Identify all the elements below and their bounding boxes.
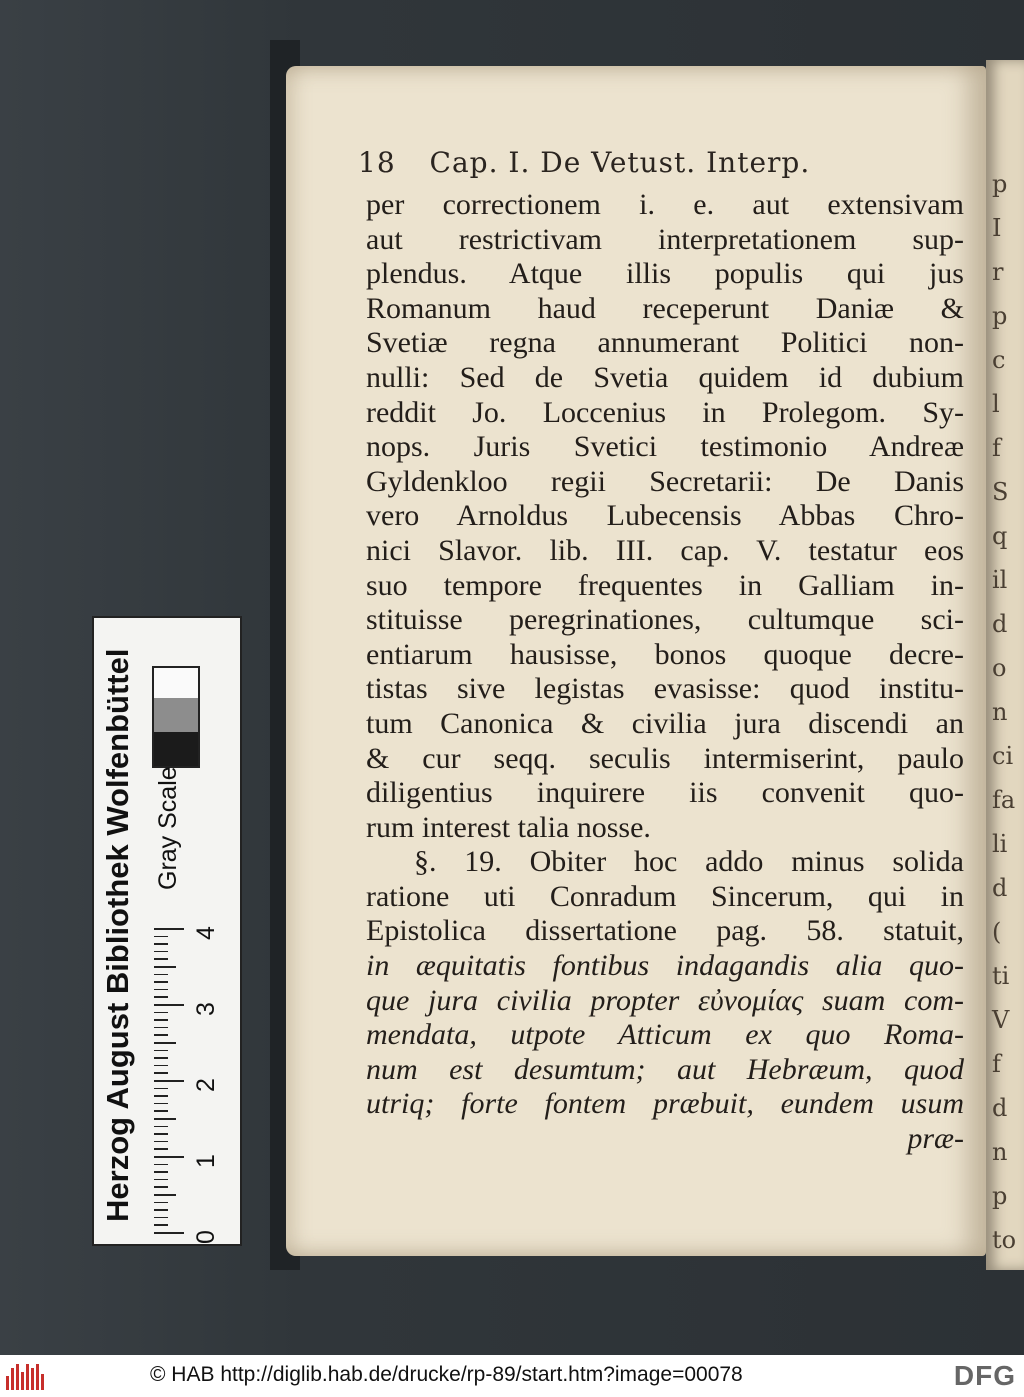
text-line: tistas sive legistas evasisse: quod institu- xyxy=(366,672,964,706)
ruler-tick xyxy=(154,1148,168,1150)
ruler-tick xyxy=(154,1110,168,1112)
ruler-number: 0 xyxy=(192,1230,220,1244)
adjacent-page-fragment: ( xyxy=(992,918,1002,946)
ruler-tick xyxy=(154,1088,168,1090)
ruler-tick xyxy=(154,943,168,945)
ruler-tick xyxy=(154,1179,168,1181)
ruler-number: 4 xyxy=(192,926,220,940)
text-line: utriq; forte fontem præbuit, eundem usum xyxy=(366,1087,964,1121)
adjacent-page-fragment: o xyxy=(992,654,1007,682)
ruler-tick xyxy=(154,1232,184,1234)
ruler-tick xyxy=(154,1133,168,1135)
text-line: in æquitatis fontibus indagandis alia quo- xyxy=(366,949,964,983)
ruler-tick xyxy=(154,958,168,960)
text-line: plendus. Atque illis populis qui jus xyxy=(366,257,964,291)
text-line: & cur seqq. seculis intermiserint, paulo xyxy=(366,741,964,775)
adjacent-page-fragment: r xyxy=(992,258,1004,286)
ruler xyxy=(154,910,224,1244)
text-line: Svetiæ regna annumerant Politici non- xyxy=(366,326,964,360)
ruler-tick xyxy=(154,1065,168,1067)
ruler-tick xyxy=(154,1042,176,1044)
adjacent-page-fragment: d xyxy=(992,1094,1008,1122)
logo-bar xyxy=(11,1368,14,1390)
running-header xyxy=(358,146,918,186)
text-line: Gyldenkloo regii Secretarii: De Danis xyxy=(366,464,964,498)
logo-bar xyxy=(41,1374,44,1390)
ruler-tick xyxy=(154,1034,168,1036)
adjacent-page-edge xyxy=(986,60,1024,1270)
adjacent-page-fragment: ti xyxy=(992,962,1010,990)
adjacent-page-fragment: fa xyxy=(992,786,1016,814)
white-swatch xyxy=(152,666,200,698)
logo-bar xyxy=(26,1364,29,1390)
page-body-text xyxy=(366,188,964,1157)
ruler-number: 3 xyxy=(192,1002,220,1016)
logo-bar xyxy=(16,1364,19,1390)
ruler-tick xyxy=(154,1004,184,1006)
adjacent-page-fragment: d xyxy=(992,874,1008,902)
adjacent-page-fragment: p xyxy=(992,170,1008,198)
text-line: aut restrictivam interpretationem sup- xyxy=(366,222,964,256)
adjacent-page-fragment: il xyxy=(992,566,1008,594)
hab-logo-icon xyxy=(6,1364,46,1390)
ruler-tick xyxy=(154,1019,168,1021)
ruler-tick xyxy=(154,1194,176,1196)
text-line: stituisse peregrinationes, cultumque sci- xyxy=(366,603,964,637)
logo-bar xyxy=(6,1376,9,1390)
ruler-tick xyxy=(154,1156,184,1158)
ruler-tick xyxy=(154,1126,168,1128)
text-line: nulli: Sed de Svetia quidem id dubium xyxy=(366,360,964,394)
gray-swatch xyxy=(152,698,200,732)
ruler-tick xyxy=(154,1103,168,1105)
ruler-tick xyxy=(154,1217,168,1219)
text-line: entiarum hausisse, bonos quoque decre- xyxy=(366,637,964,671)
adjacent-page-fragment: q xyxy=(992,522,1008,550)
logo-bar xyxy=(21,1372,24,1390)
dfg-logo: DFG xyxy=(953,1360,1016,1391)
ruler-tick xyxy=(154,996,168,998)
ruler-tick xyxy=(154,974,168,976)
ruler-tick xyxy=(154,1171,168,1173)
text-line: rum interest talia nosse. xyxy=(366,810,651,844)
footer-bar xyxy=(0,1355,1024,1397)
ruler-tick xyxy=(154,928,184,930)
ruler-tick xyxy=(154,1224,168,1226)
ruler-number: 2 xyxy=(192,1078,220,1092)
text-line: suo tempore frequentes in Galliam in- xyxy=(366,568,964,602)
text-line: diligentius inquirere iis convenit quo- xyxy=(366,776,964,810)
text-line: nici Slavor. lib. III. cap. V. testatur eos xyxy=(366,533,964,567)
ruler-tick xyxy=(154,1186,168,1188)
ruler-number: 1 xyxy=(192,1154,220,1168)
ruler-tick xyxy=(154,1164,168,1166)
ruler-tick xyxy=(154,1080,184,1082)
text-line: Romanum haud receperunt Daniæ & xyxy=(366,291,964,325)
adjacent-page-fragment: n xyxy=(992,698,1008,726)
ruler-tick xyxy=(154,981,168,983)
text-line: ratione uti Conradum Sincerum, qui in xyxy=(366,879,964,913)
ruler-tick xyxy=(154,936,168,938)
adjacent-page-fragment: ci xyxy=(992,742,1014,770)
adjacent-page-fragment: d xyxy=(992,610,1008,638)
copyright-link[interactable]: © HAB http://diglib.hab.de/drucke/rp-89/start.htm?image=00078 xyxy=(150,1363,743,1386)
ruler-tick xyxy=(154,1050,168,1052)
ruler-tick xyxy=(154,1057,168,1059)
adjacent-page-fragment: f xyxy=(992,434,1001,462)
adjacent-page-fragment: I xyxy=(992,214,1002,242)
text-line: num est desumtum; aut Hebræum, quod xyxy=(366,1052,964,1086)
ruler-tick xyxy=(154,966,176,968)
adjacent-page-fragment: V xyxy=(992,1006,1010,1034)
text-line: que jura civilia propter εὐνομίας suam com- xyxy=(366,983,964,1017)
adjacent-page-fragment: to xyxy=(992,1226,1017,1254)
running-head-title: Cap. I. De Vetust. Interp. xyxy=(429,146,811,179)
adjacent-page-fragment: li xyxy=(992,830,1008,858)
text-line: §. 19. Obiter hoc addo minus solida xyxy=(414,845,964,879)
text-line: reddit Jo. Loccenius in Prolegom. Sy- xyxy=(366,395,964,429)
adjacent-page-fragment: p xyxy=(992,302,1008,330)
catchword: præ- xyxy=(907,1122,964,1156)
text-line: tum Canonica & civilia jura discendi an xyxy=(366,706,964,740)
gray-scale-label: Gray Scale xyxy=(154,766,182,890)
ruler-tick xyxy=(154,1209,168,1211)
ruler-tick xyxy=(154,1118,176,1120)
adjacent-page-fragment: f xyxy=(992,1050,1001,1078)
institution-label: Herzog August Bibliothek Wolfenbüttel xyxy=(100,648,135,1222)
ruler-tick xyxy=(154,951,168,953)
ruler-tick xyxy=(154,1027,168,1029)
adjacent-page-fragment: c xyxy=(992,346,1006,374)
color-scale-card xyxy=(92,616,242,1246)
adjacent-page-fragment: l xyxy=(992,390,1000,418)
ruler-tick xyxy=(154,1202,168,1204)
ruler-tick xyxy=(154,989,168,991)
ruler-tick xyxy=(154,1095,168,1097)
adjacent-page-fragment: n xyxy=(992,1138,1008,1166)
text-line: mendata, utpote Atticum ex quo Roma- xyxy=(366,1018,964,1052)
logo-bar xyxy=(31,1368,34,1390)
adjacent-page-fragment: S xyxy=(992,478,1009,506)
text-line: nops. Juris Svetici testimonio Andreæ xyxy=(366,430,964,464)
text-line: per correctionem i. e. aut extensivam xyxy=(366,188,964,221)
ruler-tick xyxy=(154,1012,168,1014)
ruler-tick xyxy=(154,1072,168,1074)
page-number: 18 xyxy=(358,146,396,179)
text-line: Epistolica dissertatione pag. 58. statuit, xyxy=(366,914,964,948)
text-line: vero Arnoldus Lubecensis Abbas Chro- xyxy=(366,499,964,533)
adjacent-page-fragment: p xyxy=(992,1182,1008,1210)
ruler-tick xyxy=(154,1141,168,1143)
logo-bar xyxy=(36,1364,39,1390)
